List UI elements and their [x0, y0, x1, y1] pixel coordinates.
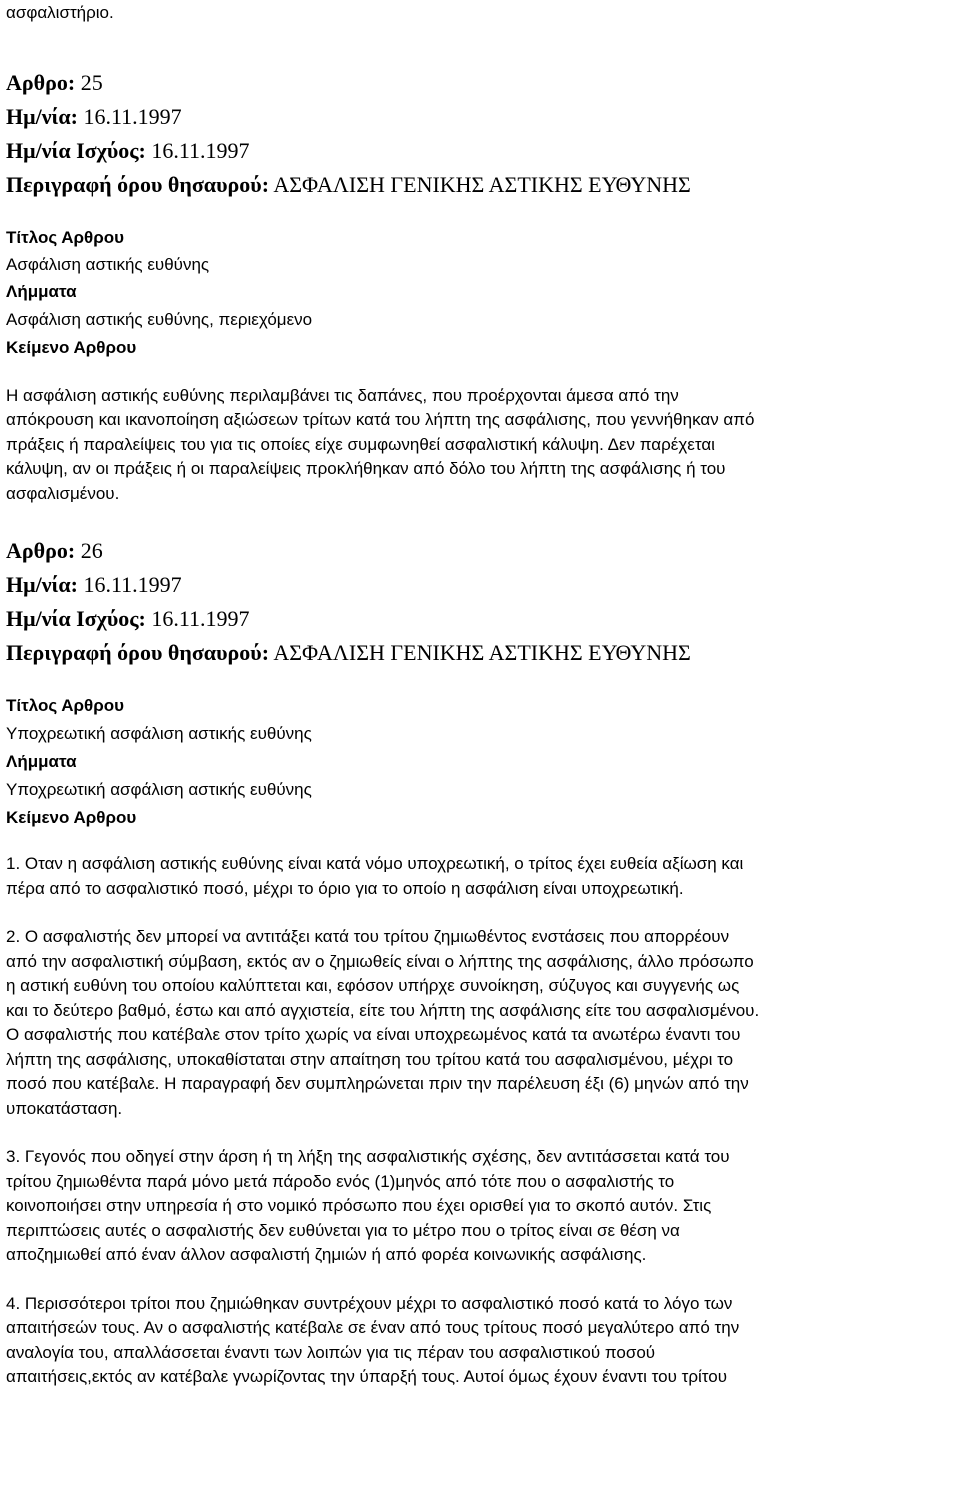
effective-date-row [6, 134, 954, 168]
body-line: κάλυψη, αν οι πράξεις ή οι παραλείψεις προκλήθηκαν από δόλο του λήπτη της ασφάλισης ή του [6, 459, 726, 478]
body-line: λήπτη της ασφάλισης, υποκαθίσταται στην απαίτηση του τρίτου κατά του ασφαλισμένου, μέχρι το [6, 1049, 734, 1069]
body-line: απόκρουση και ικανοποίηση αξιώσεων τρίτων κατά του λήπτη της ασφάλισης, που γεννήθηκαν από [6, 410, 755, 429]
effective-date-row [6, 602, 954, 636]
article-number: 26 [80, 538, 103, 563]
body-line: 3. Γεγονός που οδηγεί στην άρση ή τη λήξη της ασφαλιστικής σχέσης, δεν αντιτάσσεται κατά του [6, 1147, 730, 1166]
title-value: Υποχρεωτική ασφάλιση αστικής ευθύνης [6, 724, 312, 743]
thesaurus-value: ΑΣΦΑΛΙΣΗ ΓΕΝΙΚΗΣ ΑΣΤΙΚΗΣ ΕΥΘΥΝΗΣ [273, 171, 691, 197]
body-line: η αστική ευθύνη του οποίου καλύπτεται και, εφόσον υπήρχε συνοίκηση, σύζυγος και συγγενής ως [6, 976, 740, 995]
body-line: και το δεύτερο βαθμό, έστω και από αγχιστεία, είτε του λήπτη της ασφάλισης είτε του ασφαλισμένου. [6, 1000, 760, 1020]
body-line: 4. Περισσότεροι τρίτοι που ζημιώθηκαν συντρέχουν μέχρι το ασφαλιστικό ποσό κατά το λόγο των [6, 1293, 733, 1313]
body-line: τρίτου ζημιωθέντα παρά μόνο μετά πάροδο ενός (1)μηνός από τότε που ο ασφαλιστής το [6, 1171, 675, 1191]
thesaurus-label: Περιγραφή όρου θησαυρού: [6, 171, 270, 197]
article-number-row [6, 66, 954, 100]
article-label: Αρθρο: [6, 69, 76, 95]
body-line: κοινοποιήσει στην υπηρεσία ή στο νομικό πρόσωπο που έχει ορισθεί για το σκοπό αυτόν. Στις [6, 1196, 712, 1215]
date-label: Ημ/νία: [6, 103, 78, 129]
body-line: Η ασφάλιση αστικής ευθύνης περιλαμβάνει τις δαπάνες, που προέρχονται άμεσα από την [6, 385, 679, 405]
body-line: περιπτώσεις αυτές ο ασφαλιστής δεν ευθύνεται για το μέτρο που ο τρίτος είναι σε θέση να [6, 1220, 680, 1240]
text-label: Κείμενο Αρθρου [6, 808, 137, 827]
body-line: Ο ασφαλιστής που κατέβαλε στον τρίτο χωρίς να είναι υποχρεωμένος κατά τα ανωτέρω έναντι του [6, 1025, 741, 1044]
body-line: πράξεις ή παραλείψεις του για τις οποίες είχε συμφωνηθεί ασφαλιστική κάλυψη. Δεν παρέχεται [6, 434, 715, 454]
lemmas-label: Λήμματα [6, 752, 77, 771]
body-line: υποκατάσταση. [6, 1098, 123, 1118]
effective-date-value: 16.11.1997 [151, 137, 250, 163]
body-line: αναλογία του, απαλλάσσεται έναντι των λοιπών για τις πέραν του ασφαλιστικού ποσού [6, 1342, 656, 1362]
article-paragraph-4 [6, 1292, 954, 1390]
article-paragraph-1 [6, 852, 954, 901]
text-label: Κείμενο Αρθρου [6, 337, 137, 357]
body-line: από την ασφαλιστική σύμβαση, εκτός αν ο ζημιωθείς είναι ο λήπτης της ασφάλισης, άλλο πρόσωπο [6, 951, 754, 971]
body-line: 2. Ο ασφαλιστής δεν μπορεί να αντιτάξει κατά του τρίτου ζημιωθέντος ενστάσεις που απορρέουν [6, 927, 730, 946]
article-label: Αρθρο: [6, 538, 76, 563]
lemmas-value: Ασφάλιση αστικής ευθύνης, περιεχόμενο [6, 309, 313, 329]
body-line: ασφαλισμένου. [6, 483, 120, 503]
article-paragraph-2 [6, 925, 954, 1121]
thesaurus-row [6, 636, 954, 670]
intro-tail: ασφαλιστήριο. [6, 3, 114, 22]
article-paragraph-3 [6, 1145, 954, 1268]
title-label: Τίτλος Αρθρου [6, 227, 125, 247]
body-line: αποζημιωθεί από έναν άλλον ασφαλιστή ζημιών ή από φορέα κοινωνικής ασφάλισης. [6, 1245, 647, 1264]
body-line: απαιτήσεις,εκτός αν κατέβαλε γνωρίζοντας την ύπαρξή τους. Αυτοί όμως έχουν έναντι του τρίτου [6, 1367, 728, 1386]
body-line: πέρα από το ασφαλιστικό ποσό, μέχρι το όριο για το οποίο η ασφάλιση είναι υποχρεωτική. [6, 878, 684, 898]
body-line: ποσό που κατέβαλε. Η παραγραφή δεν συμπληρώνεται πριν την παρέλευση έξι (6) μηνών από την [6, 1074, 749, 1093]
lemmas-label: Λήμματα [6, 281, 77, 301]
article-26 [6, 534, 954, 1390]
lemmas-value: Υποχρεωτική ασφάλιση αστικής ευθύνης [6, 780, 312, 799]
date-row [6, 100, 954, 134]
article-number-row [6, 534, 954, 568]
effective-date-label: Ημ/νία Ισχύος: [6, 606, 146, 631]
body-line: απαιτήσεών τους. Αν ο ασφαλιστής κατέβαλε σε έναν από τους τρίτους ποσό μεγαλύτερο από την [6, 1318, 740, 1337]
article-body [6, 384, 954, 507]
thesaurus-row [6, 168, 954, 202]
document-page [6, 0, 954, 1390]
title-label: Τίτλος Αρθρου [6, 696, 125, 715]
effective-date-value: 16.11.1997 [151, 606, 250, 631]
article-25 [6, 66, 954, 507]
date-value: 16.11.1997 [83, 103, 182, 129]
body-line: 1. Οταν η ασφάλιση αστικής ευθύνης είναι κατά νόμο υποχρεωτική, ο τρίτος έχει ευθεία αξίωση και [6, 854, 744, 873]
date-row [6, 568, 954, 602]
thesaurus-value: ΑΣΦΑΛΙΣΗ ΓΕΝΙΚΗΣ ΑΣΤΙΚΗΣ ΕΥΘΥΝΗΣ [273, 640, 691, 665]
effective-date-label: Ημ/νία Ισχύος: [6, 137, 146, 163]
date-label: Ημ/νία: [6, 572, 78, 597]
title-value: Ασφάλιση αστικής ευθύνης [6, 254, 210, 274]
date-value: 16.11.1997 [83, 572, 182, 597]
thesaurus-label: Περιγραφή όρου θησαυρού: [6, 640, 270, 665]
article-number: 25 [80, 69, 103, 95]
